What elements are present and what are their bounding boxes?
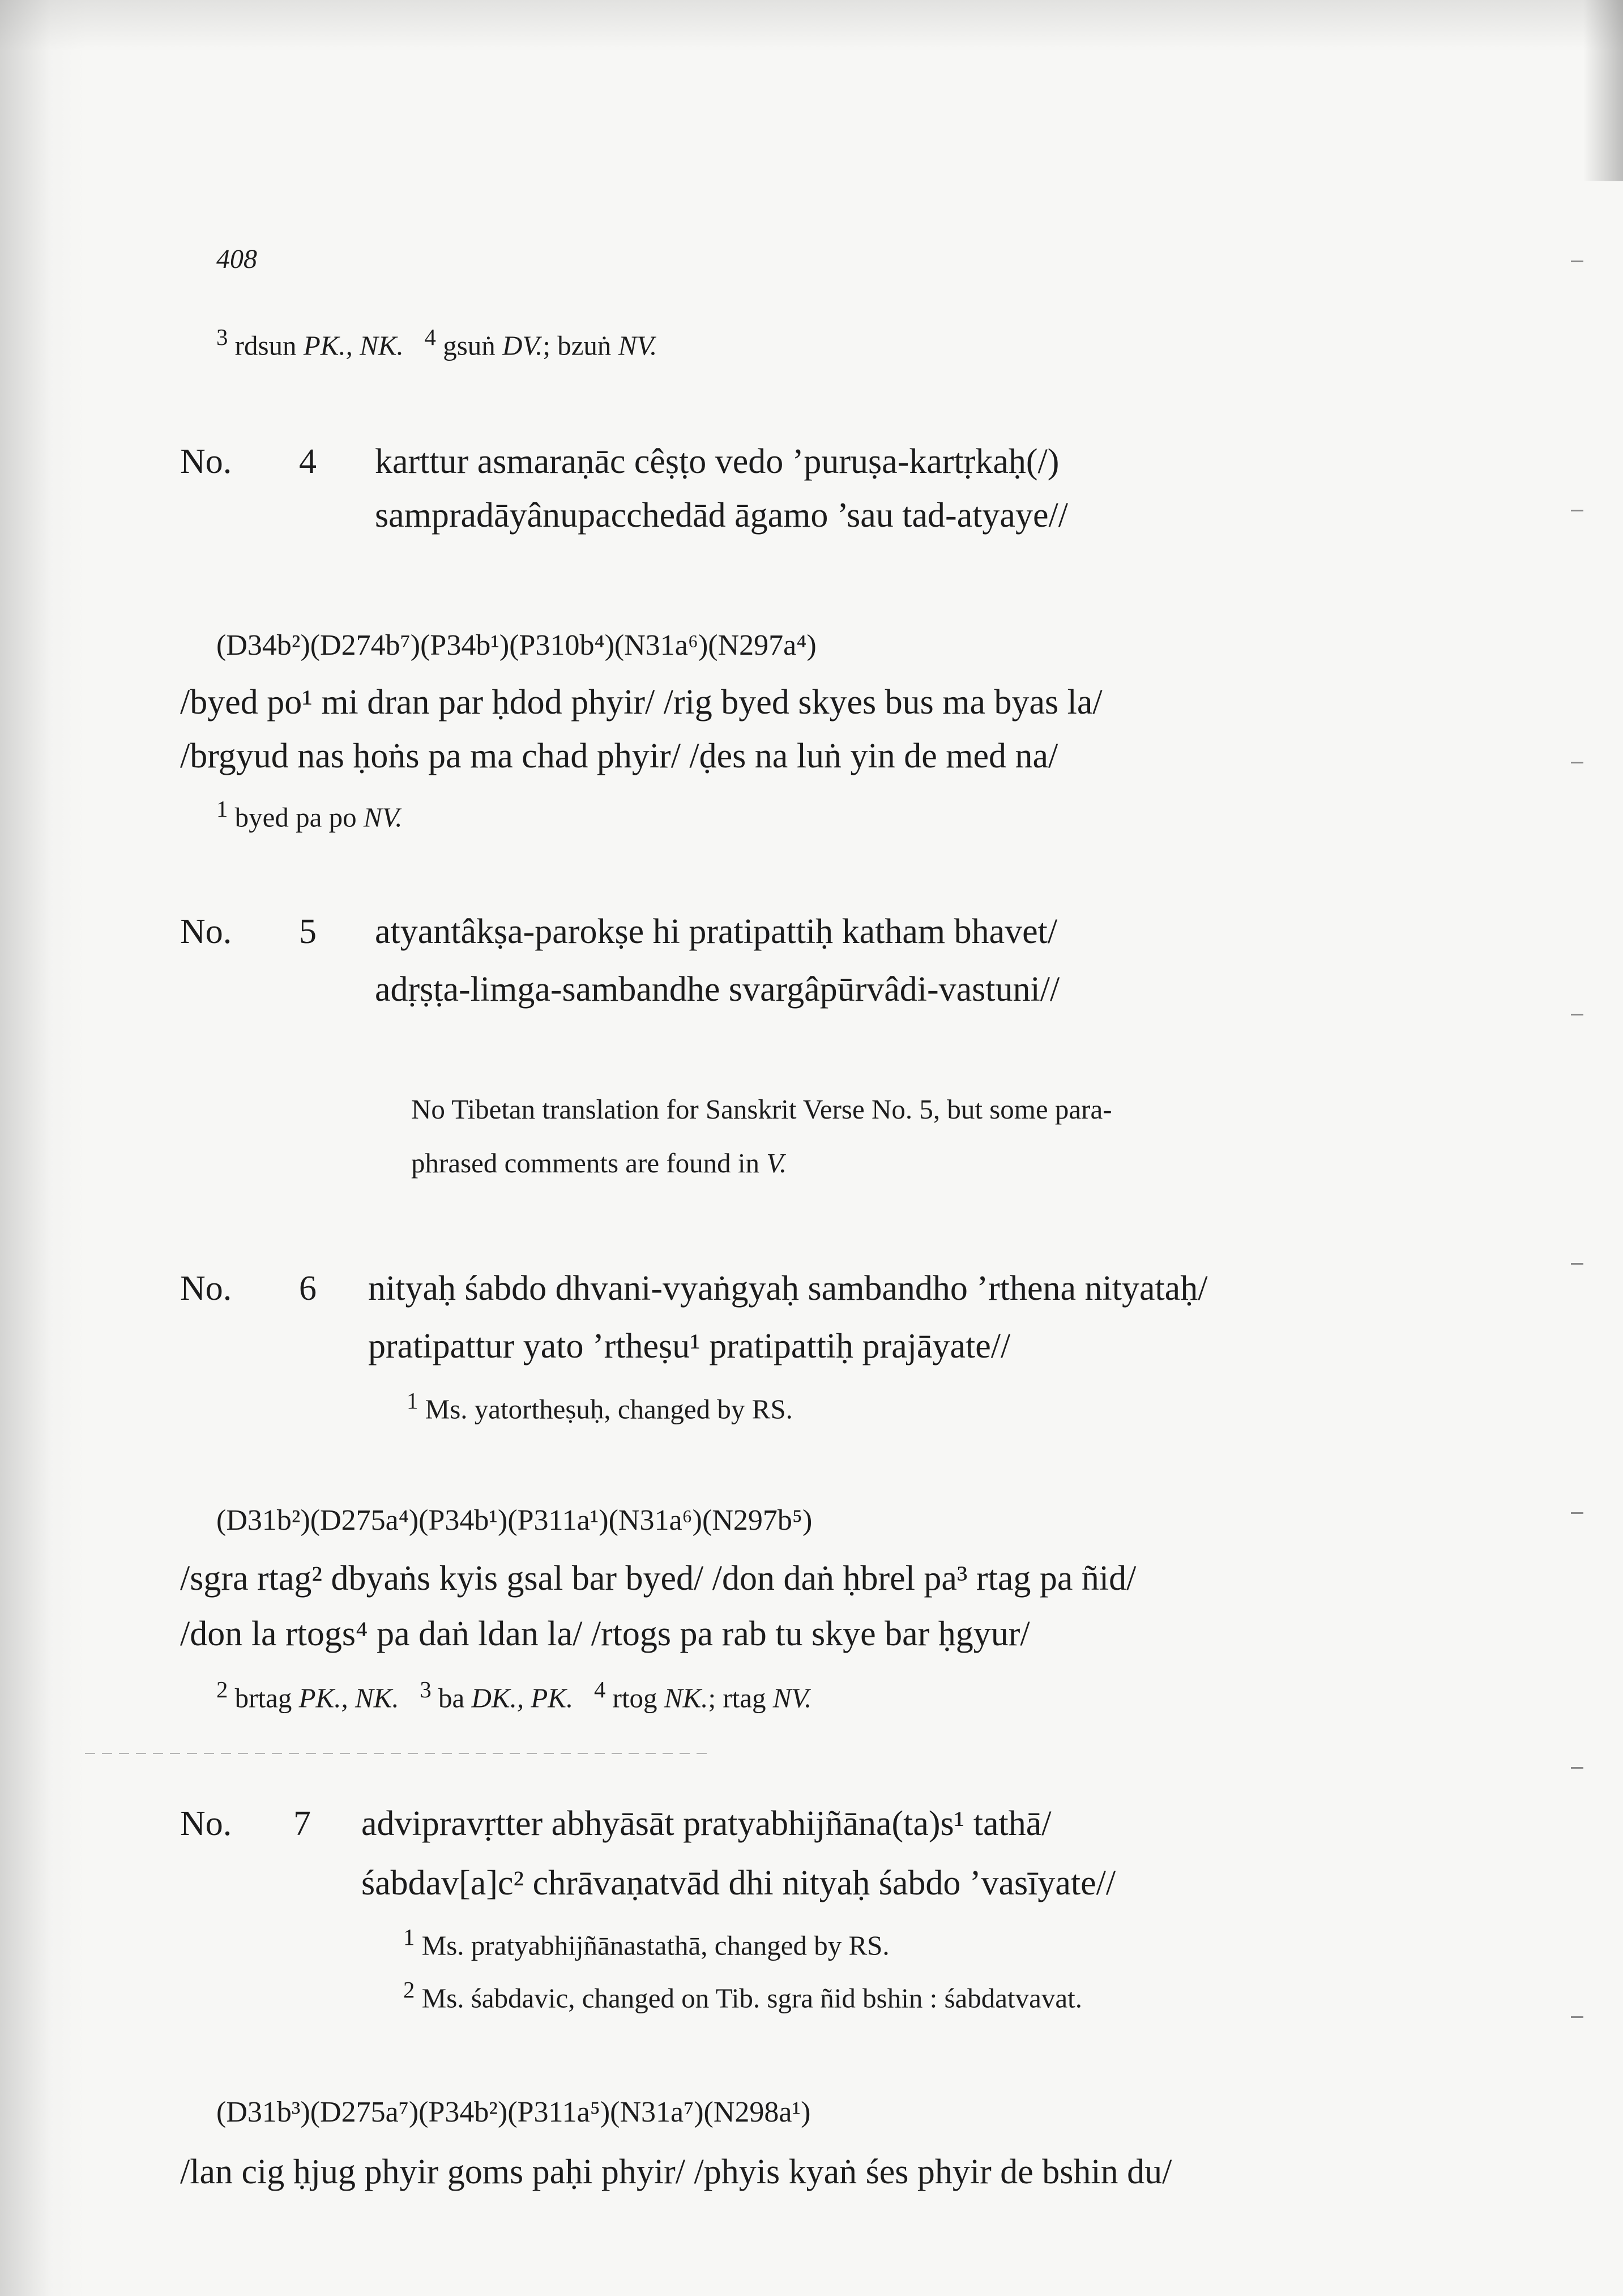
verse-footnote xyxy=(216,796,402,833)
footnote-text: Ms. śabdavic, changed on Tib. sgra ñid bshin : śabdatvavat. xyxy=(421,1982,1083,2014)
footnote-marker: 4 xyxy=(593,1677,606,1702)
margin-tick xyxy=(1571,1767,1583,1769)
tibetan-line: /lan cig ḥjug phyir goms paḥi phyir/ /phyis kyaṅ śes phyir de bshin du/ xyxy=(180,2153,1172,2191)
footnote-marker: 3 xyxy=(216,325,228,350)
footnote-separator: ; xyxy=(708,1682,716,1714)
footnote-text: Ms. pratyabhijñānastathā, changed by RS. xyxy=(421,1930,890,1961)
footnote-siglum: NV. xyxy=(363,801,403,833)
footnote-text: rdsun xyxy=(234,330,297,361)
footnote-marker: 2 xyxy=(216,1677,228,1702)
sanskrit-line: pratipattur yato ’rtheṣu¹ pratipattiḥ prajāyate// xyxy=(368,1327,1011,1365)
footnote-separator: ; xyxy=(543,330,550,361)
sanskrit-line: sampradāyânupacchedād āgamo ’sau tad-atyaye// xyxy=(375,496,1068,535)
tibetan-line: /byed po¹ mi dran par ḥdod phyir/ /rig byed skyes bus ma byas la/ xyxy=(180,683,1103,722)
footnote-text: Ms. yatortheṣuḥ, changed by RS. xyxy=(425,1393,793,1425)
remark-line: No Tibetan translation for Sanskrit Verse No. 5, but some para- xyxy=(411,1094,1112,1125)
footnote-siglum: NV. xyxy=(618,330,657,361)
verse-label: No. xyxy=(180,1804,232,1843)
margin-tick xyxy=(1571,510,1583,511)
margin-tick xyxy=(1571,1263,1583,1265)
footnote-text: brtag xyxy=(234,1682,292,1714)
footnote-marker: 3 xyxy=(420,1677,432,1702)
footnote-siglum: PK., NK. xyxy=(303,330,404,361)
tibetan-line: /sgra rtag² dbyaṅs kyis gsal bar byed/ /don daṅ ḥbrel pa³ rtag pa ñid/ xyxy=(180,1559,1137,1598)
footnote-siglum: PK., NK. xyxy=(298,1682,399,1714)
tibetan-line: /brgyud nas ḥoṅs pa ma chad phyir/ /ḍes na luṅ yin de med na/ xyxy=(180,737,1058,775)
verse-label: No. xyxy=(180,912,232,951)
sanskrit-line: adṛṣṭa-limga-sambandhe svargâpūrvâdi-vastuni// xyxy=(375,970,1060,1009)
scan-shadow-top xyxy=(0,0,1623,51)
footnote-siglum: DK., PK. xyxy=(471,1682,574,1714)
footnote-marker: 4 xyxy=(424,325,436,350)
margin-tick xyxy=(1571,1512,1583,1514)
verse-number: 4 xyxy=(299,442,317,481)
verse-label: No. xyxy=(180,1269,232,1308)
sanskrit-line: atyantâkṣa-parokṣe hi pratipattiḥ katham bhavet/ xyxy=(375,912,1058,951)
page-number: 408 xyxy=(216,244,257,274)
footnote-text: ba xyxy=(438,1682,465,1714)
source-references: (D34b²)(D274b⁷)(P34b¹)(P310b⁴)(N31a⁶)(N297a⁴) xyxy=(216,629,817,662)
source-references: (D31b²)(D275a⁴)(P34b¹)(P311a¹)(N31a⁶)(N297b⁵) xyxy=(216,1504,813,1537)
top-footnotes xyxy=(216,324,657,361)
sanskrit-line: advipravṛtter abhyāsāt pratyabhijñāna(ta)s¹ tathā/ xyxy=(361,1804,1052,1843)
verse-label: No. xyxy=(180,442,232,481)
remark-line xyxy=(411,1147,787,1179)
tibetan-line: /don la rtogs⁴ pa daṅ ldan la/ /rtogs pa rab tu skye bar ḥgyur/ xyxy=(180,1615,1030,1653)
sanskrit-note xyxy=(407,1388,793,1425)
sanskrit-note xyxy=(403,1924,890,1961)
remark-siglum: V. xyxy=(766,1147,787,1179)
sanskrit-line: nityaḥ śabdo dhvani-vyaṅgyaḥ sambandho ’rthena nityataḥ/ xyxy=(368,1269,1208,1308)
scan-shadow-left xyxy=(0,0,85,2296)
sanskrit-line: śabdav[a]c² chrāvaṇatvād dhi nityaḥ śabdo ’vasīyate// xyxy=(361,1864,1116,1902)
margin-tick xyxy=(1571,762,1583,763)
footnote-text: byed pa po xyxy=(234,801,357,833)
footnote-text: rtag xyxy=(723,1682,766,1714)
scan-shadow-right xyxy=(1583,0,1623,181)
sanskrit-note xyxy=(403,1977,1082,2014)
footnote-marker: 1 xyxy=(403,1924,415,1950)
verse-footnotes xyxy=(216,1676,812,1714)
footnote-text: gsuṅ xyxy=(443,330,496,361)
footnote-siglum: NV. xyxy=(772,1682,812,1714)
remark-text: phrased comments are found in xyxy=(411,1147,760,1179)
verse-number: 6 xyxy=(299,1269,317,1308)
footnote-siglum: NK. xyxy=(664,1682,708,1714)
margin-tick xyxy=(1571,1014,1583,1015)
scan-artifact-line xyxy=(85,1753,708,1754)
margin-tick xyxy=(1571,261,1583,262)
footnote-siglum: DV. xyxy=(502,330,543,361)
source-references: (D31b³)(D275a⁷)(P34b²)(P311a⁵)(N31a⁷)(N298a¹) xyxy=(216,2096,811,2128)
footnote-marker: 1 xyxy=(216,796,228,822)
verse-number: 7 xyxy=(293,1804,311,1843)
sanskrit-line: karttur asmaraṇāc cêṣṭo vedo ’puruṣa-kartṛkaḥ(/) xyxy=(375,442,1060,481)
verse-number: 5 xyxy=(299,912,317,951)
footnote-marker: 2 xyxy=(403,1977,415,2003)
footnote-marker: 1 xyxy=(407,1388,418,1414)
footnote-text: rtog xyxy=(612,1682,657,1714)
footnote-text: bzuṅ xyxy=(557,330,612,361)
margin-tick xyxy=(1571,2016,1583,2018)
